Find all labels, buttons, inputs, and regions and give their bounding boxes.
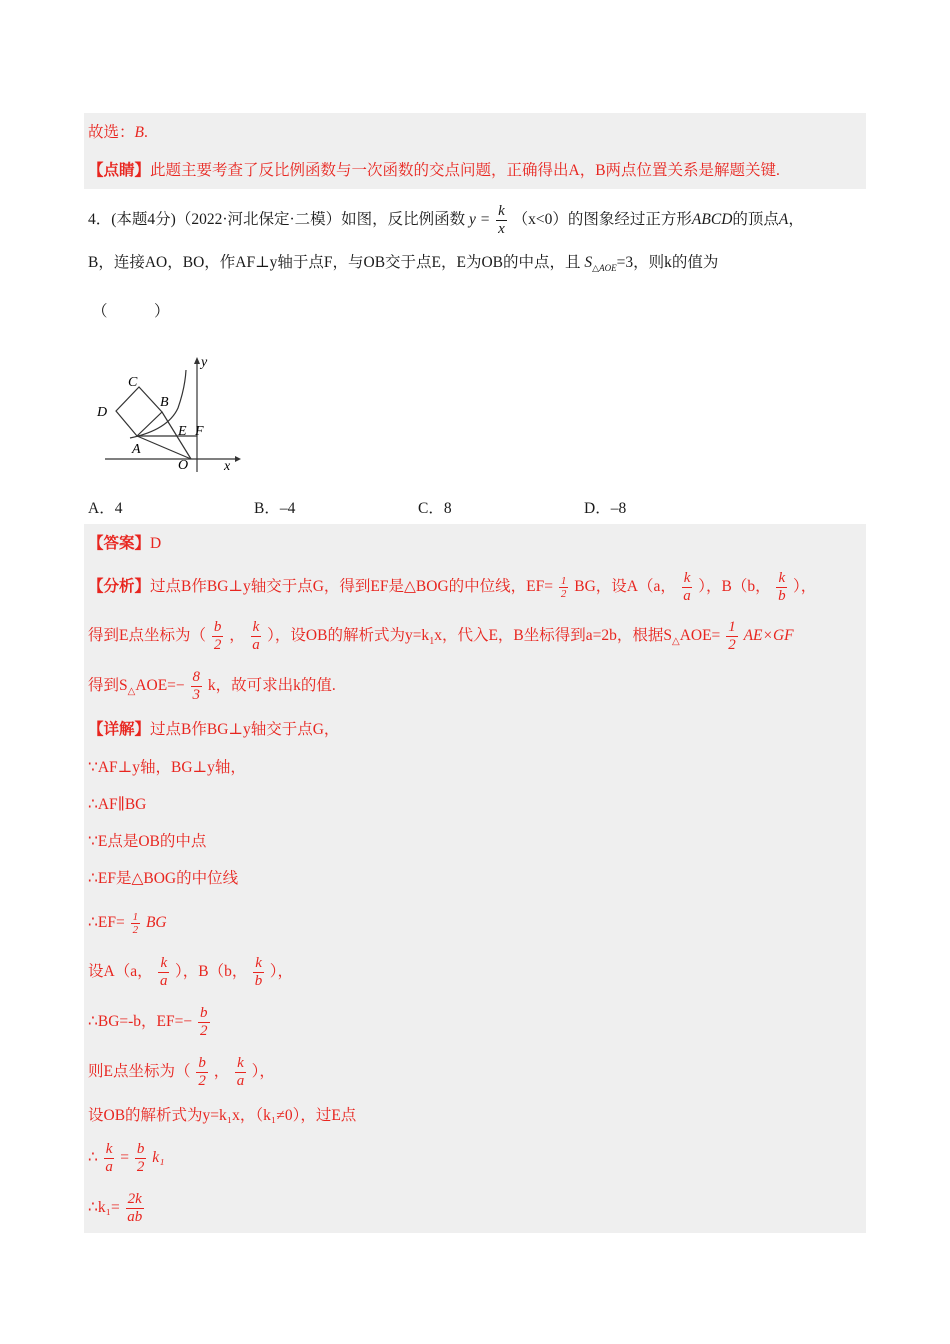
frac-k-a-3 (158, 955, 169, 990)
detail-line-10 (88, 1106, 356, 1126)
detail-7a: 设A（a， (88, 963, 153, 980)
detail-line-5 (88, 869, 238, 889)
question-intro: 4．(本题4分)（2022·河北保定·二模）如图，反比例函数 (88, 211, 466, 228)
detail-9a: 则E点坐标为（ (88, 1063, 191, 1080)
detail-line-9 (88, 1052, 275, 1092)
comment-text: 此题主要考查了反比例函数与一次函数的交点问题，正确得出A，B两点位置关系是解题关键. (150, 162, 780, 179)
den: a (683, 587, 691, 604)
area-s: S (584, 254, 593, 271)
num: 8 (192, 668, 201, 685)
detail-line-6 (88, 903, 167, 943)
analysis-line-2 (88, 616, 794, 656)
choice-suffix: . (143, 124, 148, 141)
comma: ， (788, 211, 804, 228)
label-a: A (132, 442, 141, 457)
den: 2 (728, 636, 736, 653)
analysis-3c: k，故可求出k的值. (207, 677, 336, 694)
detail-5: ∴EF是△BOG的中位线 (88, 870, 239, 887)
den: 3 (192, 686, 201, 703)
label-e: E (178, 424, 187, 439)
label-c: C (128, 375, 138, 390)
question-blank (92, 302, 170, 322)
detail-11a: ∴ (88, 1149, 98, 1166)
detail-11b: = (120, 1149, 130, 1166)
detail-3: ∴AF∥BG (88, 796, 147, 813)
option-c[interactable]: C．8 (418, 500, 452, 517)
detail-2: ∵AF⊥y轴，BG⊥y轴， (88, 759, 246, 776)
frac-b-2-3 (196, 1055, 208, 1090)
detail-1: 过点B作BG⊥y轴交于点G， (150, 721, 340, 738)
square-name: ABCD (691, 211, 733, 228)
function-y: y = (469, 211, 491, 228)
num: k (255, 954, 262, 971)
den: b (254, 972, 263, 989)
choice-letter: B (134, 124, 144, 141)
analysis-2d: x，代入E，B坐标得到a=2b，根据S (434, 627, 672, 644)
den: a (105, 1158, 113, 1175)
analysis-1b: BG，设A（a， (574, 578, 676, 595)
detail-line-12 (88, 1188, 146, 1228)
detail-line-2 (88, 758, 246, 778)
detail-9b: ， (213, 1063, 230, 1080)
num: k (105, 1140, 113, 1157)
num: k (683, 569, 691, 586)
comment-tag: 【点睛】 (88, 162, 151, 179)
question-domain: （x<0）的图象经过正方形 (512, 211, 692, 228)
analysis-3b: AOE=− (135, 677, 185, 694)
detail-6b: BG (145, 914, 167, 931)
detail-4: ∵E点是OB的中点 (88, 833, 207, 850)
label-o: O (178, 458, 189, 473)
question-line-1 (88, 200, 804, 240)
answer-line (88, 534, 161, 554)
answer-value: D (150, 535, 162, 552)
analysis-tag: 【分析】 (88, 578, 151, 595)
question-condition: B，连接AO，BO，作AF⊥y轴于点F，与OB交于点E，E为OB的中点，且 (88, 254, 581, 271)
sub-one: 1 (429, 636, 435, 648)
detail-line-4 (88, 832, 206, 852)
detail-6: ∴EF= (88, 914, 125, 931)
analysis-2c: ），设OB的解析式为y=k (267, 627, 430, 644)
square-abcd (116, 387, 162, 436)
detail-8a: ∴BG=-b，EF=− (88, 1013, 193, 1030)
option-a[interactable]: A．4 (88, 500, 123, 517)
den: b (778, 587, 786, 604)
den: 2 (213, 636, 222, 653)
detail-7b: ），B（b， (175, 963, 248, 980)
num: b (200, 1004, 208, 1021)
analysis-1d: ）， (793, 578, 817, 595)
choice-prefix: 故选： (88, 124, 135, 141)
detail-line-11 (88, 1138, 165, 1178)
frac-k-a (682, 570, 693, 605)
frac-b-2-4 (135, 1141, 147, 1176)
question-ask: =3，则k的值为 (616, 254, 719, 271)
analysis-2b: ， (229, 627, 245, 644)
vertex-text: 的顶点 (732, 211, 779, 228)
frac-k-b (776, 570, 787, 605)
segment-ao (137, 436, 191, 459)
num: 1 (560, 574, 567, 587)
detail-line-8 (88, 1002, 212, 1042)
frac-8-3 (191, 669, 203, 704)
den: 2 (132, 923, 139, 936)
den: a (252, 636, 260, 653)
analysis-3a: 得到S (88, 677, 128, 694)
label-b: B (160, 395, 169, 410)
y-axis-arrow (194, 357, 200, 364)
option-d[interactable]: D．–8 (584, 500, 627, 517)
num: k (778, 569, 786, 586)
sub-tri: △ (127, 686, 136, 698)
analysis-2e: AOE= (679, 627, 721, 644)
option-b[interactable]: B．–4 (254, 500, 296, 517)
frac-2k-ab (126, 1191, 144, 1226)
prev-choice-line (88, 123, 148, 143)
analysis-2f: AE×GF (743, 627, 794, 644)
analysis-1c: ），B（b， (698, 578, 771, 595)
analysis-1a: 过点B作BG⊥y轴交于点G，得到EF是△BOG的中位线，EF= (150, 578, 553, 595)
question-line-2 (88, 253, 718, 278)
fraction-num: k (498, 202, 505, 219)
num: 1 (728, 618, 736, 635)
detail-line-1 (88, 720, 339, 740)
frac-half-2 (726, 619, 738, 654)
num: b (213, 618, 222, 635)
frac-b-2 (212, 619, 224, 654)
num: b (136, 1140, 145, 1157)
area-symbol (584, 254, 617, 274)
geometry-figure (90, 352, 250, 477)
frac-half-3 (131, 911, 141, 936)
prev-comment-line (88, 161, 780, 181)
detail-11c: k₁ (152, 1149, 165, 1166)
den: 2 (198, 1072, 206, 1089)
detail-12a: ∴k₁= (88, 1199, 120, 1216)
frac-half (559, 575, 569, 600)
analysis-line-3 (88, 666, 336, 706)
area-sub: △AOE (592, 263, 617, 274)
detail-7c: ）， (269, 963, 294, 980)
fraction-den: x (498, 220, 505, 237)
frac-k-b-2 (253, 955, 264, 990)
x-axis-arrow (235, 456, 241, 462)
function-fraction (496, 203, 507, 238)
analysis-2a: 得到E点坐标为（ (88, 627, 206, 644)
analysis-line-1 (88, 567, 816, 607)
sub-tri: △ (672, 636, 680, 648)
label-x: x (224, 459, 231, 474)
detail-9c: ）， (251, 1063, 275, 1080)
den: 2 (200, 1022, 208, 1039)
den: a (236, 1072, 245, 1089)
num: b (198, 1054, 206, 1071)
label-y: y (201, 355, 208, 370)
den: a (160, 972, 168, 989)
detail-line-3 (88, 795, 146, 815)
num: k (252, 618, 260, 635)
answer-tag: 【答案】 (88, 535, 151, 552)
detail-line-7 (88, 952, 293, 992)
label-f: F (195, 424, 204, 439)
detail-10: 设OB的解析式为y=k₁x，（k₁≠0），过E点 (88, 1107, 357, 1124)
label-d: D (97, 405, 108, 420)
den: 2 (560, 587, 567, 600)
frac-k-a-4 (235, 1055, 246, 1090)
vertex-a: A (778, 211, 789, 228)
num: k (237, 1054, 244, 1071)
num: 1 (132, 910, 139, 923)
frac-k-a-2 (251, 619, 262, 654)
answer-blank: （ ） (92, 303, 170, 320)
frac-b-2-2 (198, 1005, 210, 1040)
num: k (160, 954, 168, 971)
frac-k-a-5 (104, 1141, 115, 1176)
detail-tag: 【详解】 (88, 721, 151, 738)
den: 2 (136, 1158, 145, 1175)
num: 2k (127, 1190, 142, 1207)
den: ab (127, 1208, 143, 1225)
